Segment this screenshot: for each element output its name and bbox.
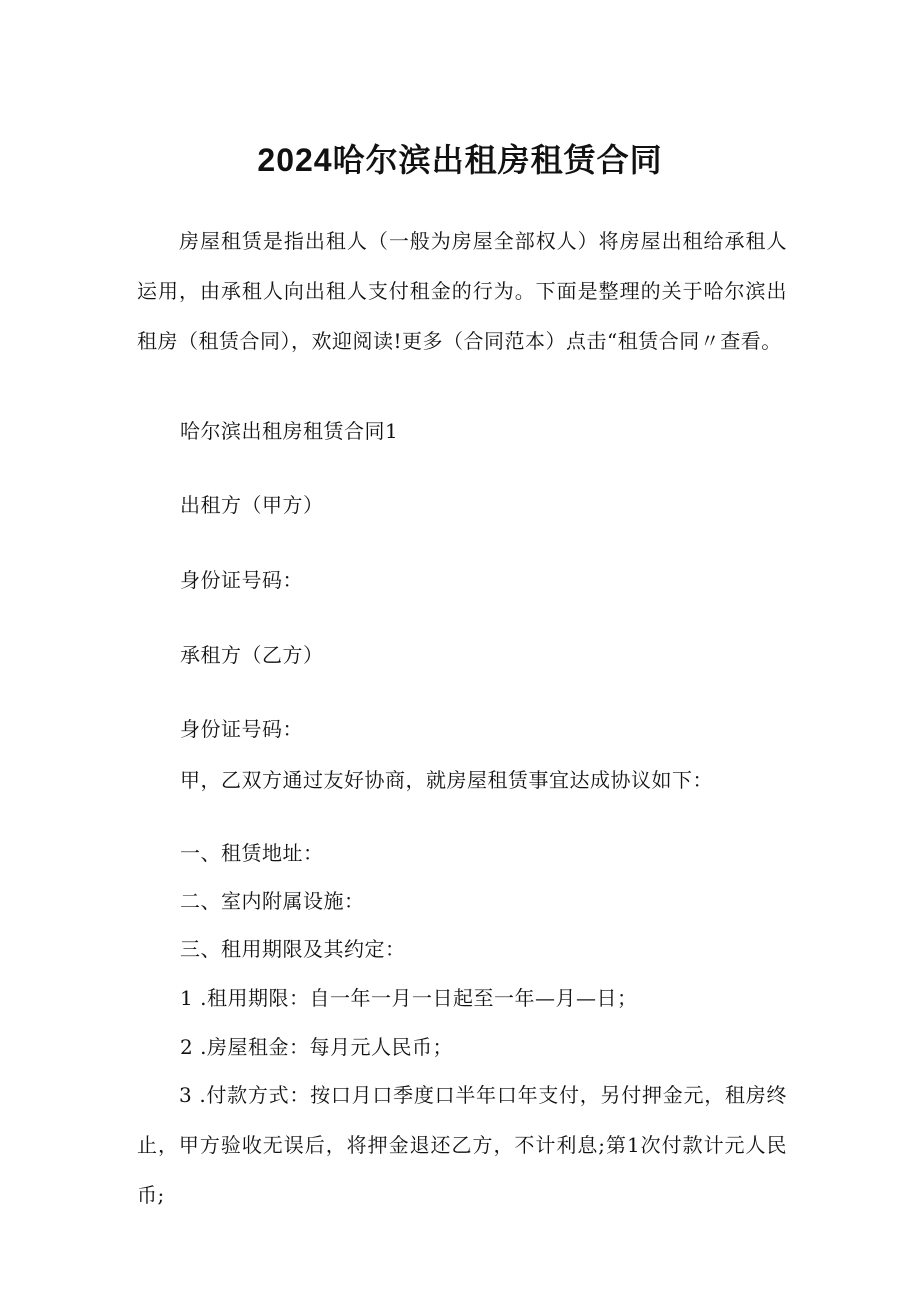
contract-heading: 哈尔滨出租房租赁合同1 (180, 419, 399, 443)
clause-payment-method: 3 .付款方式：按口月口季度口半年口年支付，另付押金元，租房终止，甲方验收无误后，将押金退还乙方，不计利息;第1次付款计元人民币; (137, 1083, 787, 1207)
clause-rent: 2 .房屋租金：每月元人民币； (180, 1035, 453, 1059)
section-lease-address: 一、租赁地址： (180, 841, 324, 865)
document-title (0, 136, 920, 184)
title-text: 哈尔滨出租房租赁合同 (332, 141, 663, 179)
lessor-label: 出租方（甲方） (180, 493, 324, 517)
agreement-statement: 甲，乙双方通过友好协商，就房屋租赁事宜达成协议如下： (180, 768, 713, 792)
lessor-id-label: 身份证号码： (180, 568, 303, 592)
clause-lease-period: 1 .租用期限：自一年一月一日起至一年—月—日； (180, 986, 638, 1010)
section-facilities: 二、室内附属设施： (180, 889, 365, 913)
title-year: 2024 (257, 142, 333, 178)
intro-paragraph: 房屋租赁是指出租人（一般为房屋全部权人）将房屋出租给承租人运用，由承租人向出租人支付租金的行为。下面是整理的关于哈尔滨出租房（租赁合同），欢迎阅读!更多（合同范本）点击“租赁合同〃查看。 (137, 229, 787, 353)
lessee-id-label: 身份证号码： (180, 717, 303, 741)
lessee-label: 承租方（乙方） (180, 643, 324, 667)
section-lease-term: 三、租用期限及其约定： (180, 937, 406, 961)
